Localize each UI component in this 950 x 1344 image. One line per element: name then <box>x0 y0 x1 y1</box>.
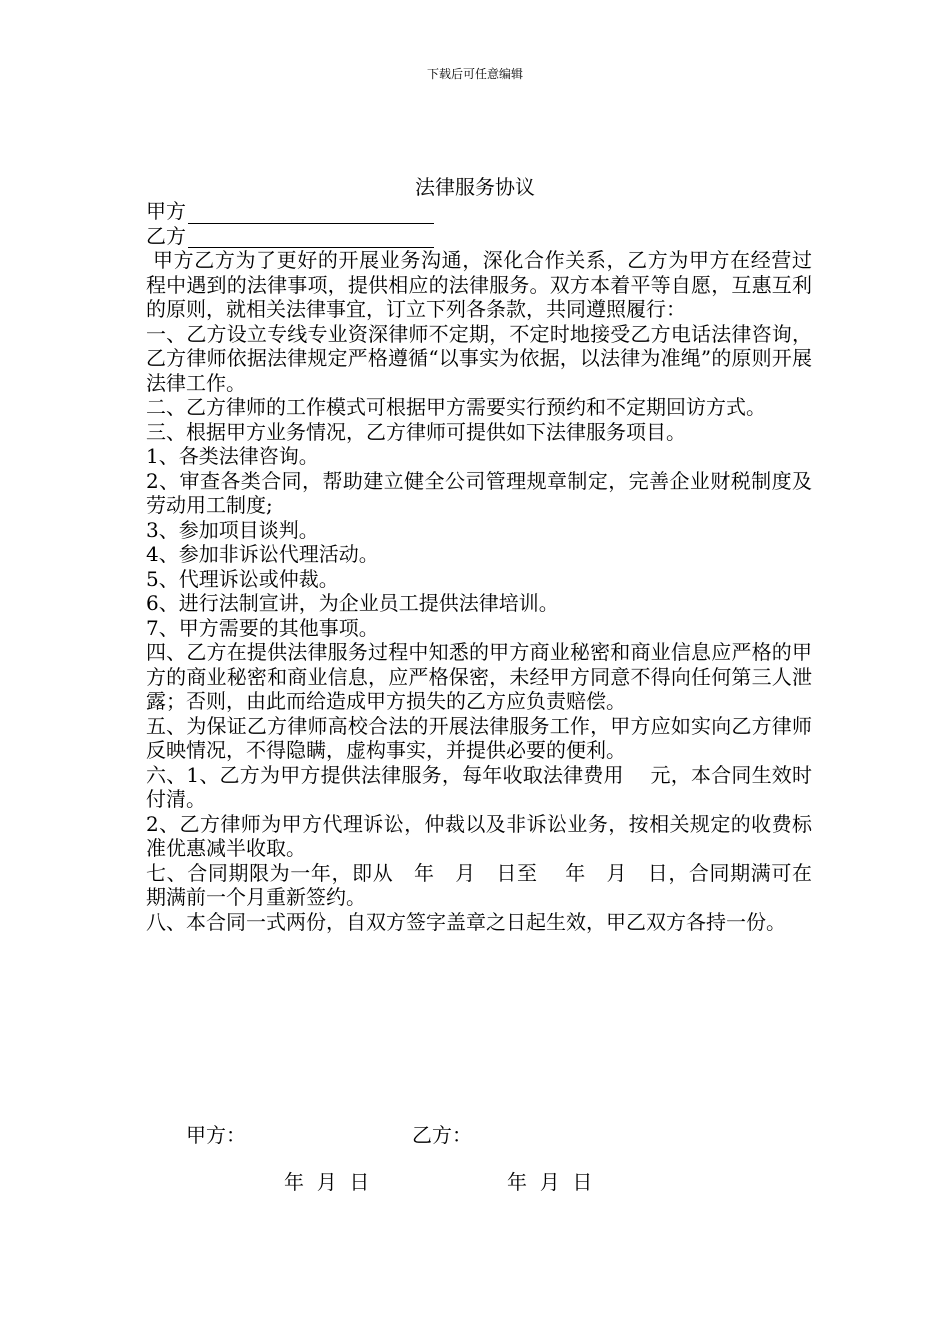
clause-1: 一、乙方设立专线专业资深律师不定期，不定时地接受乙方电话法律咨询，乙方律师依据法律规定严格遵循“以事实为依据，以法律为准绳”的原则开展法律工作。 <box>146 321 812 395</box>
clause-7: 七、合同期限为一年，即从 年 月 日至 年 月 日，合同期满可在期满前一个月重新签约。 <box>146 860 812 909</box>
clause-3-item-6: 6、进行法制宣讲，为企业员工提供法律培训。 <box>146 591 559 615</box>
clause-2: 二、乙方律师的工作模式可根据甲方需要实行预约和不定期回访方式。 <box>146 395 766 419</box>
clause-6-item-2: 2、乙方律师为甲方代理诉讼，仲裁以及非诉讼业务，按相关规定的收费标准优惠减半收取。 <box>146 811 812 860</box>
clause-3-item-5: 5、代理诉讼或仲裁。 <box>146 566 339 591</box>
party-b-label: 乙方 <box>146 223 186 248</box>
header-note: 下载后可任意编辑 <box>426 67 523 81</box>
clause-3-item-1: 1、各类法律咨询。 <box>146 444 319 468</box>
party-b-blank <box>188 227 434 248</box>
intro-paragraph: 甲方乙方为了更好的开展业务沟通，深化合作关系，乙方为甲方在经营过程中遇到的法律事项，提供相应的法律服务。双方本着平等自愿，互惠互利的原则，就相关法律事宜，订立下列各条款，共同遵照履行： <box>146 248 813 321</box>
party-a-line <box>146 199 812 224</box>
party-a-blank <box>188 203 434 224</box>
party-a-signature-label: 甲方： <box>186 1123 246 1147</box>
document-title: 法律服务协议 <box>415 175 535 199</box>
clause-5: 五、为保证乙方律师高校合法的开展法律服务工作，甲方应如实向乙方律师反映情况，不得隐瞒，虚构事实，并提供必要的便利。 <box>146 713 812 762</box>
party-b-date: 年 月 日 <box>507 1170 593 1194</box>
clause-3-item-2: 2、审查各类合同，帮助建立健全公司管理规章制定，完善企业财税制度及劳动用工制度; <box>146 468 812 517</box>
clause-3: 三、根据甲方业务情况，乙方律师可提供如下法律服务项目。 <box>146 419 686 444</box>
party-b-signature-label: 乙方： <box>412 1123 472 1147</box>
clause-8: 八、本合同一式两份，自双方签字盖章之日起生效，甲乙双方各持一份。 <box>146 909 786 934</box>
party-a-date: 年 月 日 <box>284 1170 370 1194</box>
party-a-label: 甲方 <box>146 199 186 223</box>
clause-3-item-7: 7、甲方需要的其他事项。 <box>146 615 379 640</box>
clause-3-item-3: 3、参加项目谈判。 <box>146 517 319 542</box>
document-body <box>146 199 812 934</box>
party-b-line <box>146 224 812 249</box>
clause-4: 四、乙方在提供法律服务过程中知悉的甲方商业秘密和商业信息应严格的甲方的商业秘密和商业信息，应严格保密，未经甲方同意不得向任何第三人泄露；否则，由此而给造成甲方损失的乙方应负责赔偿。 <box>146 640 812 713</box>
clause-3-item-4: 4、参加非诉讼代理活动。 <box>146 542 379 566</box>
clause-6-item-1: 六、1、乙方为甲方提供法律服务，每年收取法律费用 元，本合同生效时付清。 <box>146 762 812 811</box>
